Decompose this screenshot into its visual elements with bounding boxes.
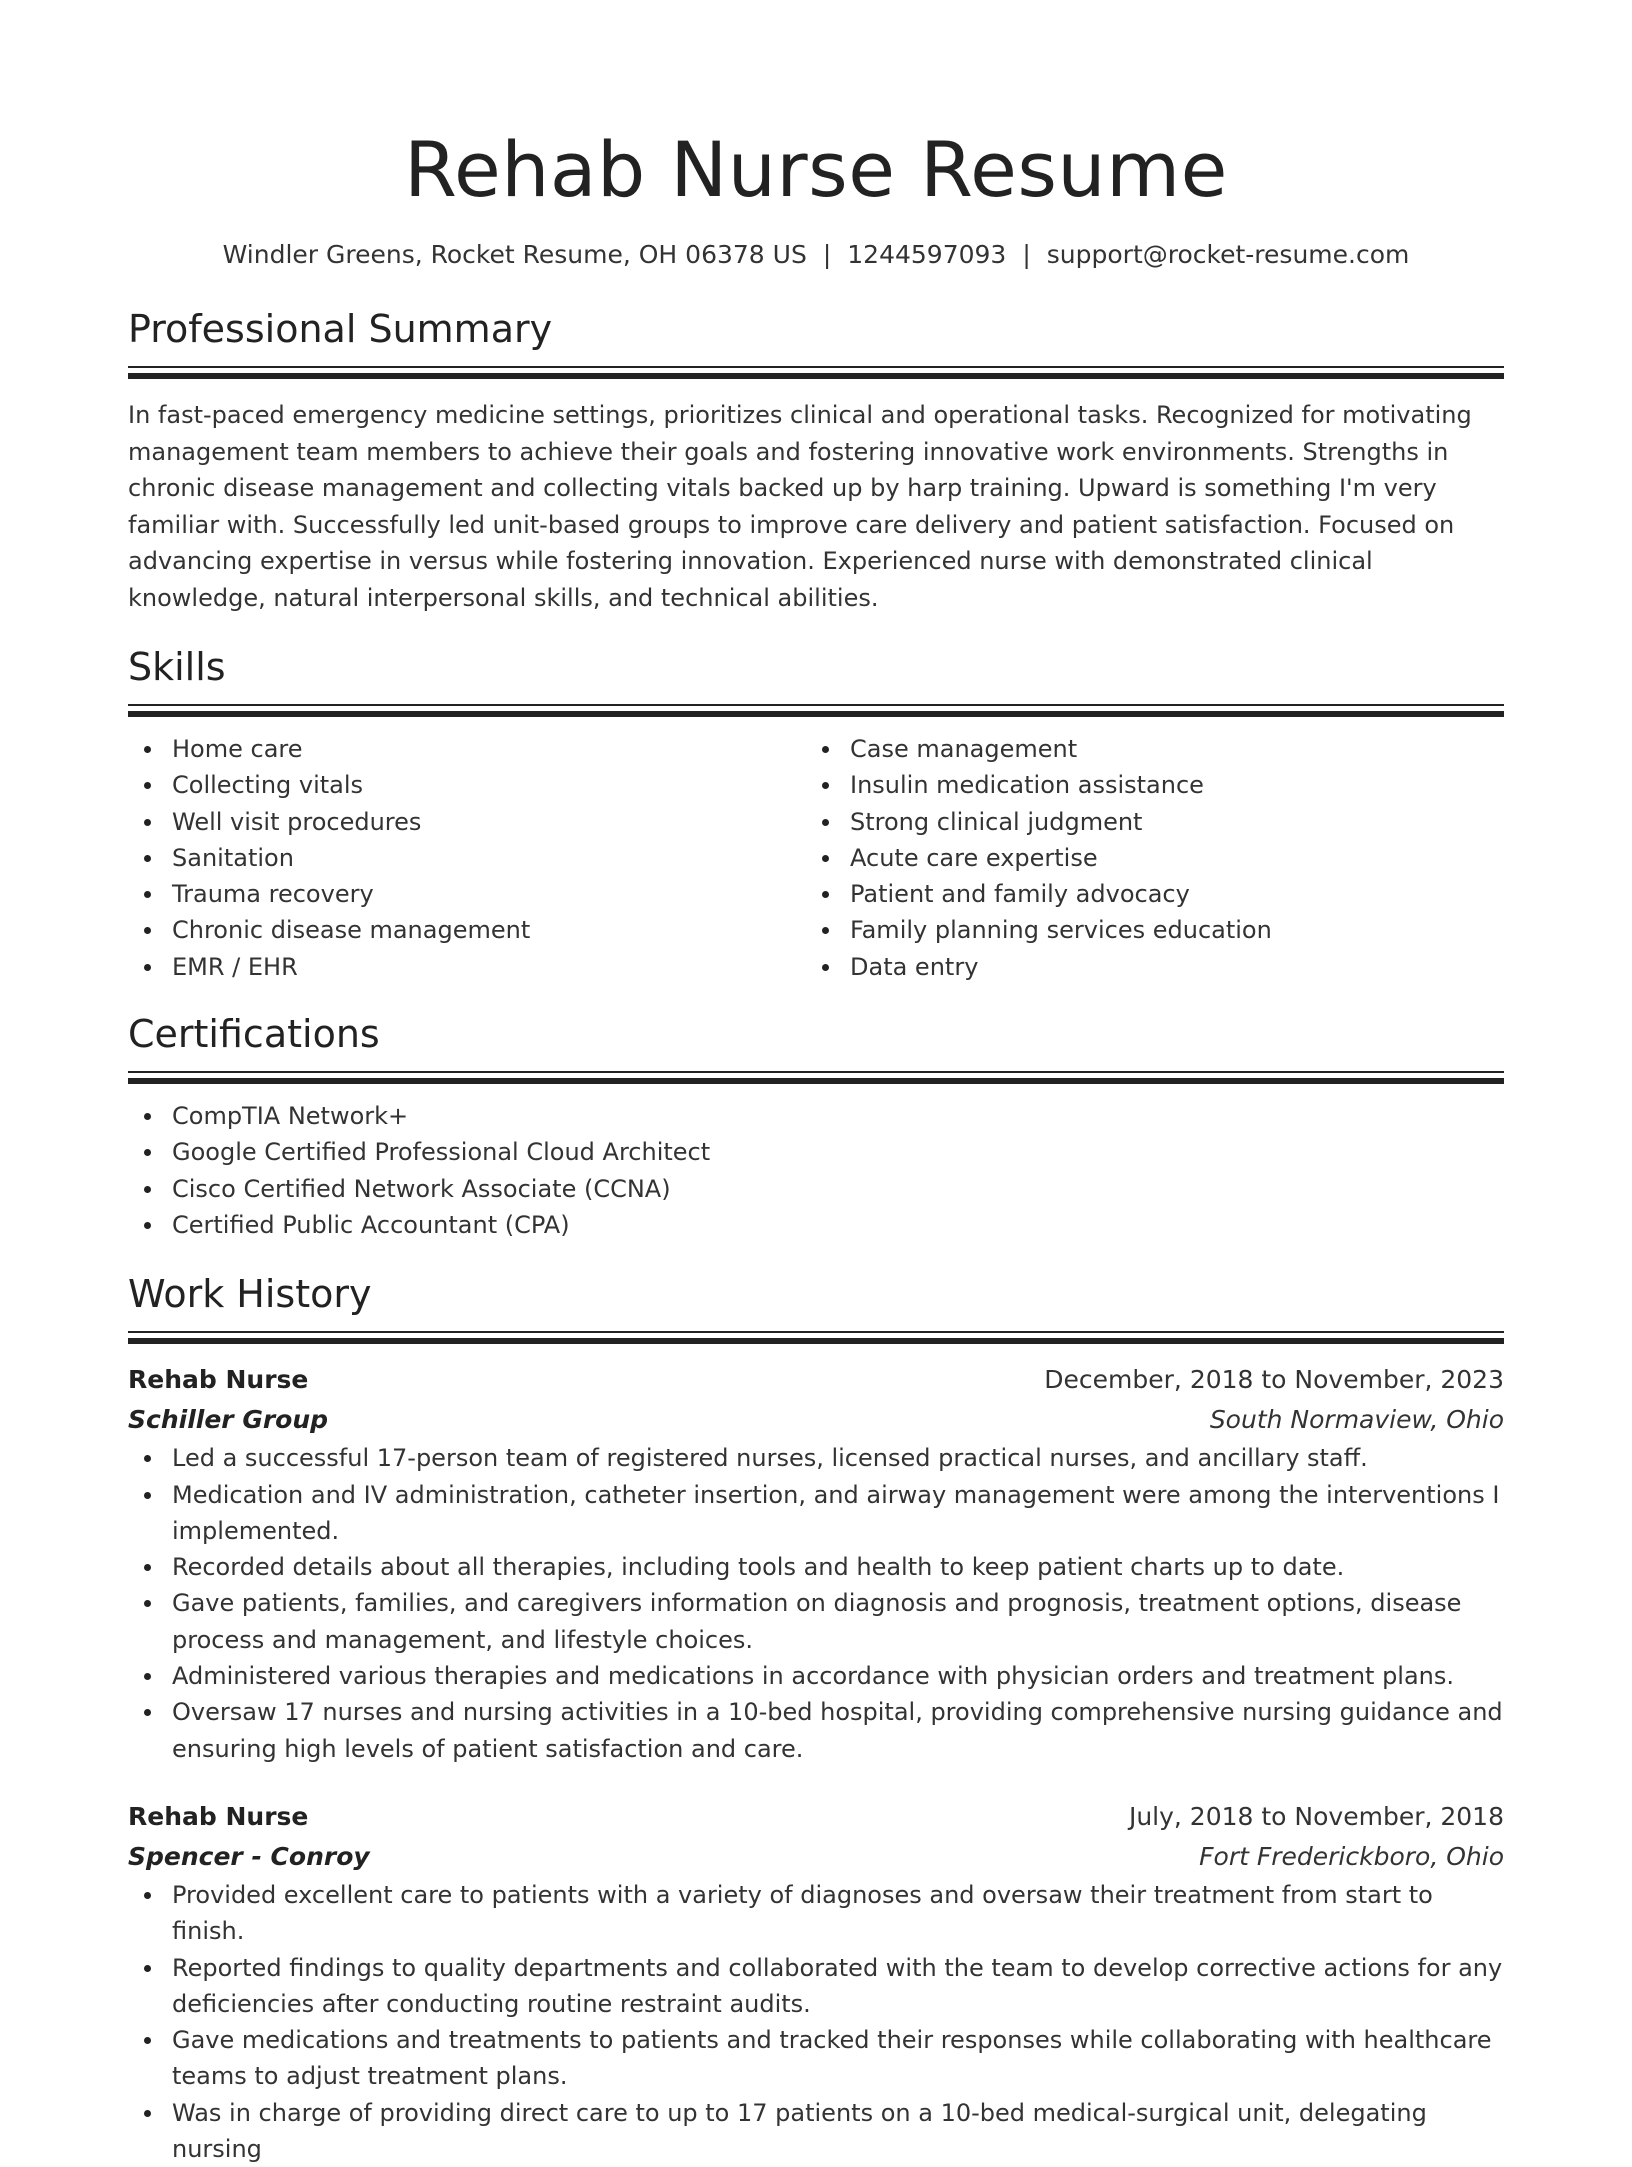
section-rule [128, 711, 1504, 717]
skill-item: Strong clinical judgment [850, 804, 1484, 840]
skill-item: Well visit procedures [172, 804, 806, 840]
job-duties-list [128, 1877, 1504, 2167]
job-header-row [128, 1797, 1504, 1837]
job-duty-item: Provided excellent care to patients with a variety of diagnoses and oversaw their treatment from start to finish. [172, 1877, 1504, 1950]
resume-page [128, 0, 1504, 2167]
job-location: South Normaview, Ohio [1209, 1405, 1504, 1435]
section-rule [128, 373, 1504, 379]
skill-item: Case management [850, 731, 1484, 767]
job-duties-list [128, 1440, 1504, 1767]
skill-item: EMR / EHR [172, 949, 806, 985]
skills-column-left [128, 731, 806, 985]
skills-section [128, 642, 1504, 985]
job-company-row [128, 1837, 1504, 1877]
summary-heading: Professional Summary [128, 307, 553, 351]
certification-item: Cisco Certified Network Associate (CCNA) [172, 1171, 1504, 1207]
job-duty-item: Administered various therapies and medications in accordance with physician orders and treatment plans. [172, 1658, 1504, 1694]
summary-text: In fast-paced emergency medicine settings, prioritizes clinical and operational tasks. Recognized for motivating management team members to achieve their goals and fostering innovative work environments. Strengths in chronic disease management and collecting vitals backed up by harp training. Upward is something I'm very familiar with. Successfully led unit-based groups to improve care delivery and patient satisfaction. Focused on advancing expertise in versus while fostering innovation. Experienced nurse with demonstrated clinical knowledge, natural interpersonal skills, and technical abilities. [128, 401, 1472, 612]
job-duty-item: Gave patients, families, and caregivers information on diagnosis and prognosis, treatment options, disease process and management, and lifestyle choices. [172, 1585, 1504, 1658]
job-company: Spencer - Conroy [128, 1841, 370, 1871]
job-duty-item: Oversaw 17 nurses and nursing activities in a 10-bed hospital, providing comprehensive nursing guidance and ensuring high levels of patient satisfaction and care. [172, 1694, 1504, 1767]
section-rule [128, 704, 1504, 706]
skill-item: Sanitation [172, 840, 806, 876]
job-duty-item: Recorded details about all therapies, including tools and health to keep patient charts up to date. [172, 1549, 1504, 1585]
contact-email: support@rocket-resume.com [1046, 240, 1410, 269]
job-entry [128, 1360, 1504, 1767]
skills-grid [128, 731, 1504, 985]
contact-address: Windler Greens, Rocket Resume, OH 06378 US [222, 240, 807, 269]
contact-separator: | [1022, 240, 1031, 269]
work-history-heading: Work History [128, 1272, 372, 1317]
job-company-row [128, 1400, 1504, 1440]
certification-item: CompTIA Network+ [172, 1098, 1504, 1134]
job-title: Rehab Nurse [128, 1801, 309, 1831]
skill-item: Insulin medication assistance [850, 767, 1484, 803]
skill-item: Collecting vitals [172, 767, 806, 803]
job-dates: December, 2018 to November, 2023 [1044, 1365, 1504, 1395]
skill-item: Trauma recovery [172, 876, 806, 912]
job-duty-item: Gave medications and treatments to patients and tracked their responses while collaborating with healthcare teams to adjust treatment plans. [172, 2022, 1504, 2095]
section-rule [128, 1071, 1504, 1073]
section-rule [128, 1078, 1504, 1084]
skill-item: Chronic disease management [172, 912, 806, 948]
certifications-list [128, 1098, 1504, 1243]
summary-section [128, 304, 1504, 616]
section-rule [128, 366, 1504, 368]
job-dates: July, 2018 to November, 2018 [1128, 1801, 1504, 1831]
skills-heading: Skills [128, 645, 226, 689]
section-rule [128, 1331, 1504, 1333]
job-duty-item: Medication and IV administration, catheter insertion, and airway management were among the interventions I implemented. [172, 1477, 1504, 1550]
skill-item: Family planning services education [850, 912, 1484, 948]
certifications-heading: Certifications [128, 1012, 380, 1057]
skill-item: Data entry [850, 949, 1484, 985]
contact-separator: | [822, 240, 832, 269]
skills-column-right [806, 731, 1484, 985]
skill-item: Patient and family advocacy [850, 876, 1484, 912]
skill-item: Acute care expertise [850, 840, 1484, 876]
job-company: Schiller Group [128, 1405, 329, 1435]
resume-title: Rehab Nurse Resume [404, 125, 1228, 214]
job-header-row [128, 1360, 1504, 1400]
certifications-section [128, 1009, 1504, 1243]
certification-item: Google Certified Professional Cloud Architect [172, 1134, 1504, 1170]
job-duty-item: Led a successful 17-person team of registered nurses, licensed practical nurses, and ancillary staff. [172, 1440, 1504, 1476]
skill-item: Home care [172, 731, 806, 767]
certification-item: Certified Public Accountant (CPA) [172, 1207, 1504, 1243]
job-title: Rehab Nurse [128, 1365, 309, 1395]
work-history-section [128, 1269, 1504, 2167]
job-entry [128, 1797, 1504, 2167]
contact-phone: 1244597093 [847, 240, 1007, 269]
contact-line [128, 238, 1504, 272]
job-location: Fort Frederickboro, Ohio [1199, 1841, 1504, 1871]
job-duty-item: Reported findings to quality departments and collaborated with the team to develop corrective actions for any deficiencies after conducting routine restraint audits. [172, 1950, 1504, 2023]
section-rule [128, 1338, 1504, 1344]
job-duty-item: Was in charge of providing direct care to up to 17 patients on a 10-bed medical-surgical unit, delegating nursing [172, 2095, 1504, 2167]
